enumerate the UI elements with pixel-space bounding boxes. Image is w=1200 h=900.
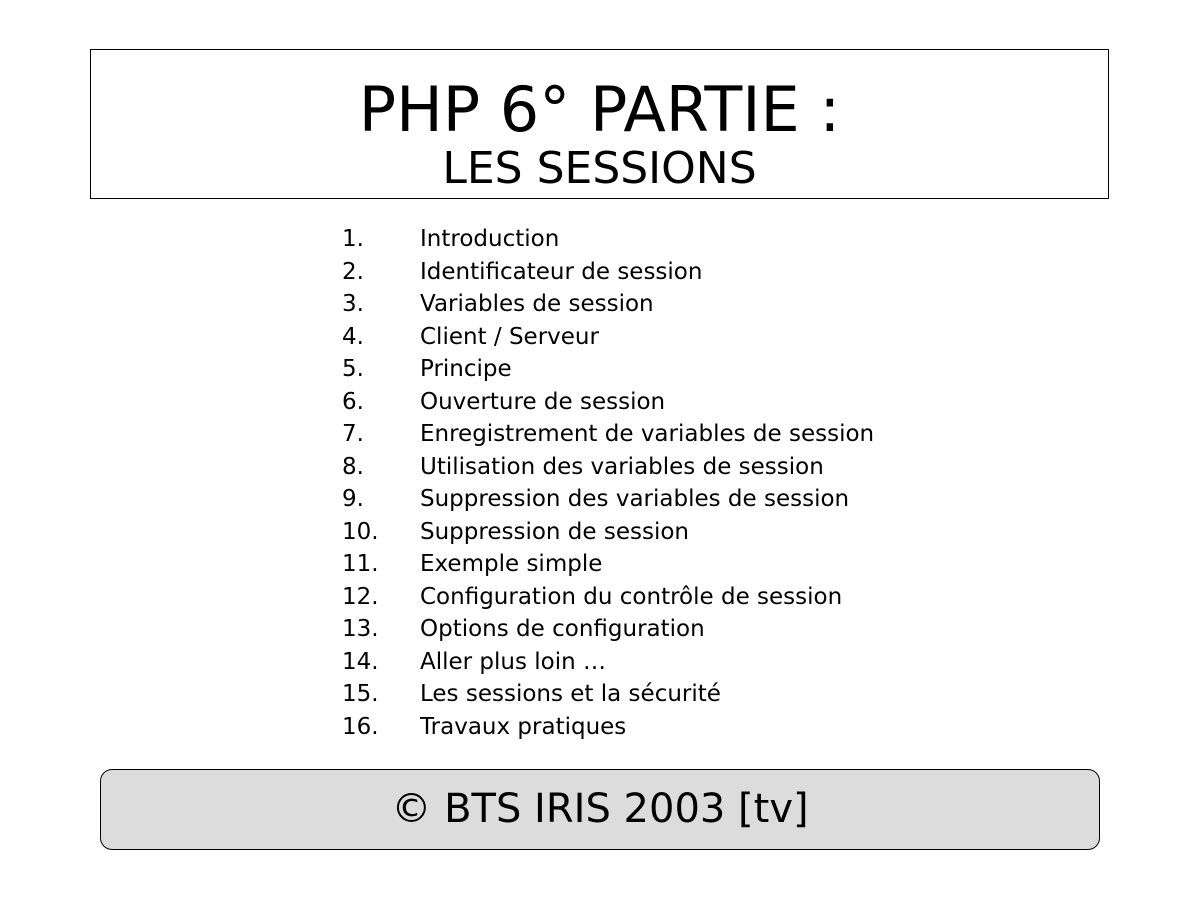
- toc-item-label: Introduction: [420, 226, 560, 252]
- toc-item-label: Identificateur de session: [420, 258, 703, 285]
- toc-item-label: Ouverture de session: [420, 388, 666, 415]
- toc-item: [342, 386, 902, 419]
- toc-item: [342, 321, 902, 354]
- toc-item: [342, 256, 902, 289]
- toc-item-number: 14.: [342, 648, 379, 675]
- toc-item-label: Variables de session: [420, 291, 654, 317]
- toc-item-label: Principe: [420, 356, 512, 382]
- toc-item-number: 7.: [342, 421, 364, 447]
- toc-item-number: 8.: [342, 453, 364, 480]
- table-of-contents: [342, 223, 902, 743]
- toc-item-number: 13.: [342, 616, 379, 642]
- toc-item: [342, 451, 902, 484]
- toc-item: [342, 418, 902, 451]
- toc-item: [342, 288, 902, 321]
- toc-item-label: Suppression des variables de session: [420, 486, 850, 512]
- toc-item: [342, 678, 902, 711]
- toc-item: [342, 711, 902, 744]
- toc-item-label: Travaux pratiques: [420, 713, 627, 740]
- toc-item-number: 1.: [342, 226, 364, 252]
- toc-item: [342, 613, 902, 646]
- toc-item-label: Options de configuration: [420, 616, 705, 642]
- toc-item-label: Configuration du contrôle de session: [420, 583, 843, 610]
- toc-item-label: Exemple simple: [420, 551, 603, 577]
- toc-item-number: 12.: [342, 583, 379, 610]
- copyright-text: © BTS IRIS 2003 [tv]: [391, 786, 809, 832]
- toc-item-label: Utilisation des variables de session: [420, 453, 824, 480]
- toc-item-number: 15.: [342, 681, 379, 707]
- toc-item: [342, 353, 902, 386]
- toc-item-number: 2.: [342, 258, 364, 285]
- toc-item-number: 9.: [342, 486, 364, 512]
- toc-item-number: 5.: [342, 356, 364, 382]
- toc-item: [342, 548, 902, 581]
- toc-item-number: 6.: [342, 388, 364, 415]
- page-title: PHP 6° PARTIE :: [358, 73, 841, 146]
- page-subtitle: LES SESSIONS: [442, 143, 757, 194]
- toc-item-label: Aller plus loin …: [420, 648, 607, 675]
- toc-item: [342, 483, 902, 516]
- toc-item-number: 11.: [342, 551, 379, 577]
- toc-item: [342, 646, 902, 679]
- toc-item-label: Client / Serveur: [420, 323, 599, 350]
- toc-item-label: Les sessions et la sécurité: [420, 681, 721, 707]
- toc-item-label: Enregistrement de variables de session: [420, 421, 875, 447]
- toc-item: [342, 223, 902, 256]
- toc-item: [342, 516, 902, 549]
- toc-item-label: Suppression de session: [420, 518, 689, 545]
- toc-item-number: 16.: [342, 713, 379, 740]
- toc-item: [342, 581, 902, 614]
- title-box: [90, 49, 1109, 199]
- footer-banner: [100, 769, 1100, 850]
- toc-item-number: 3.: [342, 291, 364, 317]
- toc-item-number: 4.: [342, 323, 364, 350]
- toc-item-number: 10.: [342, 518, 379, 545]
